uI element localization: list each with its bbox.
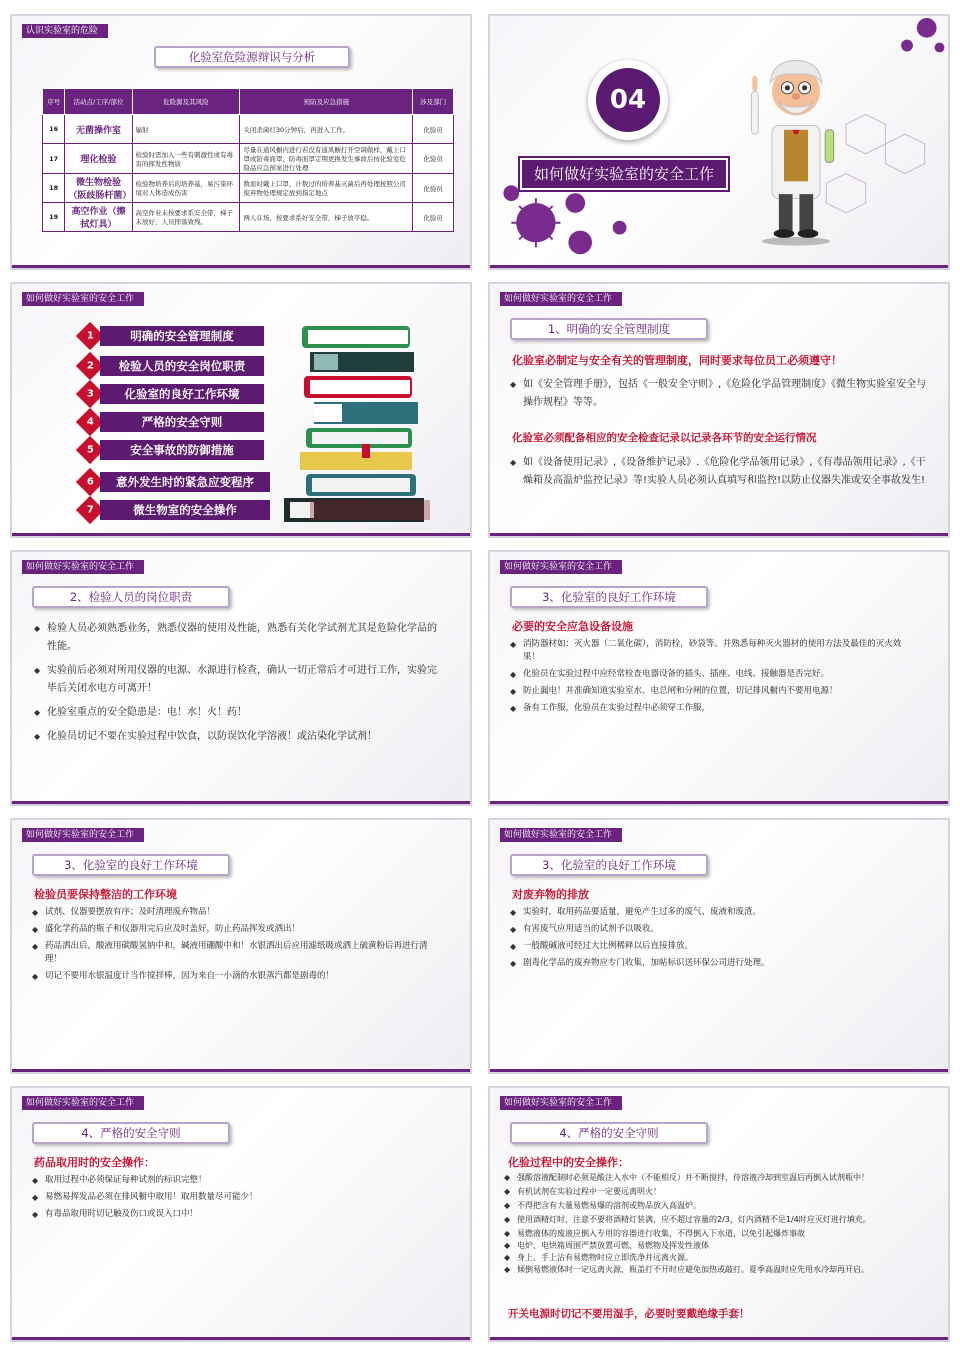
bullet-list xyxy=(510,376,930,412)
red-heading: 化验室必须配备相应的安全检查记录以记录各环节的安全运行情况 xyxy=(512,432,817,444)
table-cell: 化验员 xyxy=(413,174,454,203)
red-heading: 化验室必制定与安全有关的管理制度，同时要求每位员工必须遵守！ xyxy=(512,354,842,367)
slide-waste-disposal xyxy=(488,818,950,1074)
bullet-item: ◆ 不得把含有大量易燃易爆的溶剂或物品放入高温炉。 xyxy=(504,1200,944,1212)
table-header: 危险源及其风险 xyxy=(132,89,240,115)
bullet-item: ◆ 倾倒易燃液体时一定远离火源，瓶盖打不开时应避免加热或敲打。夏季高温时应先用水冷却再开启。 xyxy=(504,1264,944,1276)
slide-clean-environment xyxy=(10,818,472,1074)
bullet-item: ◆ 有毒品取用时切记触及伤口或误入口中！ xyxy=(32,1208,432,1221)
slide-job-duties xyxy=(10,550,472,806)
slide-header: 如何做好实验室的安全工作 xyxy=(22,1096,144,1110)
slide-title: 4、严格的安全守则 xyxy=(32,1122,230,1144)
slide-title: 化验室危险源辩识与分析 xyxy=(154,46,350,68)
table-row xyxy=(43,115,454,144)
table-header: 涉及部门 xyxy=(413,89,454,115)
virus-decoration xyxy=(490,16,948,268)
contents-item[interactable]: 安全事故的防御措施 xyxy=(100,440,264,460)
table-cell: 微生物检验（阪歧肠杆菌） xyxy=(65,174,132,203)
scientist-illustration xyxy=(736,32,856,262)
bullet-item: ◆ 备有工作服，化验员在实验过程中必须穿工作服， xyxy=(510,702,910,715)
table-cell: 化验员 xyxy=(413,203,454,232)
slide-header: 如何做好实验室的安全工作 xyxy=(500,828,622,842)
contents-item[interactable]: 检验人员的安全岗位职责 xyxy=(100,356,264,376)
contents-item[interactable]: 意外发生时的紧急应变程序 xyxy=(100,472,270,492)
red-footer: 开关电源时切记不要用湿手，必要时要戴绝缘手套！ xyxy=(508,1308,750,1320)
bullet-item: ◆ 电炉、电烘箱周围严禁放置可燃、易燃物及挥发性液体 xyxy=(504,1240,944,1252)
hazard-table xyxy=(42,88,454,232)
table-cell: 关闭杀菌灯30分钟后，再进入工作。 xyxy=(240,115,413,144)
red-heading: 药品取用时的安全操作： xyxy=(34,1156,155,1169)
bullet-item: ◆ 药品洒出后，酸液用碳酸氢钠中和，碱液用硼酸中和！水银洒出后应用滤纸吸或洒上硫黄粉后再进行清理！ xyxy=(32,940,432,966)
slide-header: 如何做好实验室的安全工作 xyxy=(22,560,144,574)
item-number-badge: 2 xyxy=(76,352,104,380)
slide-emergency-equipment xyxy=(488,550,950,806)
slide-header: 如何做好实验室的安全工作 xyxy=(500,292,622,306)
bullet-list xyxy=(32,1174,432,1221)
contents-item[interactable]: 化验室的良好工作环境 xyxy=(100,384,264,404)
bullet-item: ◆ 有机试剂在实验过程中一定要远离明火！ xyxy=(504,1186,944,1198)
bullet-item: ◆ 强酸溶液配制时必须是酸注入水中（不能相反）并不断搅拌，待溶液冷却到室温后再倒入试剂瓶中！ xyxy=(504,1172,944,1184)
slide-header: 如何做好实验室的安全工作 xyxy=(500,560,622,574)
item-number-badge: 6 xyxy=(76,468,104,496)
table-row xyxy=(43,174,454,203)
bullet-list xyxy=(510,638,910,715)
red-heading: 对废弃物的排放 xyxy=(512,888,589,901)
slide-title: 3、化验室的良好工作环境 xyxy=(510,854,708,876)
bullet-item: ◆ 身上、手上沾有易燃物时应立即洗净并远离火源。 xyxy=(504,1252,944,1264)
bullet-list xyxy=(32,906,432,983)
table-cell: 化验员 xyxy=(413,115,454,144)
table-cell: 高空作业（擦拭灯具） xyxy=(65,203,132,232)
bullet-item: ◆ 切记不要用水银温度计当作搅拌棒，因为来自一小滴的水银蒸汽都是剧毒的！ xyxy=(32,970,432,983)
slide-contents xyxy=(10,282,472,538)
bullet-item: ◆ 取用过程中必须保证每种试剂的标识完整！ xyxy=(32,1174,432,1187)
table-cell: 检验时需加入一些有刺激性或有毒害的挥发性物质 xyxy=(132,144,240,174)
red-heading: 化验过程中的安全操作： xyxy=(508,1156,629,1169)
slide-title: 4、严格的安全守则 xyxy=(510,1122,708,1144)
item-number-badge: 4 xyxy=(76,408,104,436)
table-cell: 高空作业未按要求系安全带，梯子未放好，人员摔落致残。 xyxy=(132,203,240,232)
bullet-item: ◆ 实验时，取用药品要适量，避免产生过多的废气、废液和废渣。 xyxy=(510,906,910,919)
bullet-item: ◆ 易燃易挥发品必须在排风橱中取用！取用数量尽可能少！ xyxy=(32,1191,432,1204)
item-number-badge: 7 xyxy=(76,496,104,524)
table-header: 预防及应急措施 xyxy=(240,89,413,115)
slide-title: 3、化验室的良好工作环境 xyxy=(32,854,230,876)
slide-management-system xyxy=(488,282,950,538)
item-number-badge: 3 xyxy=(76,380,104,408)
contents-item[interactable]: 严格的安全守则 xyxy=(100,412,264,432)
table-row xyxy=(43,144,454,174)
slide-header: 如何做好实验室的安全工作 xyxy=(22,828,144,842)
bullet-item: ◆ 化验员在实验过程中应经常检查电器设备的插头、插座、电线、接触器是否完好。 xyxy=(510,668,910,681)
table-cell: 尽量在通风橱内进行若没有通风橱打开空调做样，戴上口罩或防毒面罩，防毒面罩定期更换发生事故后按化验室危险品应急预案进行处理 xyxy=(240,144,413,174)
table-row xyxy=(43,203,454,232)
section-title: 如何做好实验室的安全工作 xyxy=(520,158,728,190)
slide-title: 2、检验人员的岗位职责 xyxy=(32,586,230,608)
table-cell: 辐射 xyxy=(132,115,240,144)
table-cell: 检验物培养后的培养基，易污染环境对人体造成伤害 xyxy=(132,174,240,203)
bullet-item: ◆ 如《设备使用记录》,《设备维护记录》.《危险化学品领用记录》,《有毒品领用记录》,《干燥箱及高温炉监控记录》等!实验人员必须认真填写和监控!以防止仪器失准或安全事故发生! xyxy=(510,454,930,490)
slide-reagent-handling xyxy=(10,1086,472,1342)
red-heading: 必要的安全应急设备设施 xyxy=(512,620,633,633)
slide-title: 1、明确的安全管理制度 xyxy=(510,318,708,340)
bullet-item: ◆ 如《安全管理手册》，包括《一般安全守则》,《危险化学品管理制度》《微生物实验室安全与操作规程》等等。 xyxy=(510,376,930,412)
slide-section-cover xyxy=(488,14,950,270)
bullet-item: ◆ 剧毒化学品的废弃物应专门收集，加帖标识送环保公司进行处理。 xyxy=(510,957,910,970)
slide-header: 认识实验室的危险 xyxy=(22,24,108,38)
bullet-item: ◆ 化验员切记不要在实验过程中饮食，以防误饮化学溶液！或沾染化学试剂！ xyxy=(34,728,444,746)
bullet-list xyxy=(34,620,444,746)
bullet-item: ◆ 试剂、仪器要摆放有序；及时清理废弃物品！ xyxy=(32,906,432,919)
bullet-item: ◆ 有害废气应用适当的试剂予以吸收。 xyxy=(510,923,910,936)
section-number-circle xyxy=(588,60,668,140)
item-number-badge: 5 xyxy=(76,436,104,464)
table-cell: 两人在场，按要求系好安全带，梯子放平稳。 xyxy=(240,203,413,232)
table-cell: 16 xyxy=(43,115,65,144)
bullet-item: ◆ 防止漏电！并准确知道实验室水、电总闸和分闸的位置，切记排风橱内不要用电源！ xyxy=(510,685,910,698)
slide-hazard-table xyxy=(10,14,472,270)
bullet-item: ◆ 检验人员必须熟悉业务，熟悉仪器的使用及性能，熟悉有关化学试剂尤其是危险化学品的性能。 xyxy=(34,620,444,656)
table-cell: 无菌操作室 xyxy=(65,115,132,144)
item-number-badge: 1 xyxy=(76,322,104,350)
bullet-list xyxy=(504,1172,944,1276)
bullet-item: ◆ 盛化学药品的瓶子和仪器用完后应及时盖好，防止药品挥发或洒出！ xyxy=(32,923,432,936)
section-number: 04 xyxy=(596,68,660,132)
contents-item[interactable]: 明确的安全管理制度 xyxy=(100,326,264,346)
table-cell: 18 xyxy=(43,174,65,203)
book-stack-illustration xyxy=(280,324,440,524)
table-cell: 理化检验 xyxy=(65,144,132,174)
bullet-item: ◆ 化验室重点的安全隐患是：电！水！火！药！ xyxy=(34,704,444,722)
table-cell: 化验员 xyxy=(413,144,454,174)
slide-header: 如何做好实验室的安全工作 xyxy=(500,1096,622,1110)
slide-title: 3、化验室的良好工作环境 xyxy=(510,586,708,608)
red-heading: 检验员要保持整洁的工作环境 xyxy=(34,888,177,901)
bullet-item: ◆ 一般酸碱液可经过大比例稀释以后直接排放。 xyxy=(510,940,910,953)
table-cell: 17 xyxy=(43,144,65,174)
bullet-item: ◆ 消防器材如：灭火器（二氧化碳），消防栓，砂袋等。并熟悉每种灭火器材的使用方法及最佳的灭火效果！ xyxy=(510,638,910,664)
table-header: 序号 xyxy=(43,89,65,115)
contents-item[interactable]: 微生物室的安全操作 xyxy=(100,500,270,520)
bullet-item: ◆ 使用酒精灯时，注意不要将酒精灯装满，应不超过容量的2/3，灯内酒精不足1/4时应灭灯进行填充。 xyxy=(504,1214,944,1226)
bullet-list xyxy=(510,906,910,970)
bullet-item: ◆ 实验前后必须对所用仪器的电源、水源进行检查，确认一切正常后才可进行工作，实验完毕后关闭水电方可离开！ xyxy=(34,662,444,698)
table-cell: 19 xyxy=(43,203,65,232)
slide-testing-safety xyxy=(488,1086,950,1342)
bullet-item: ◆ 易燃液体的废液应倒入专用的容器进行收集，不得倒入下水道，以免引起爆炸事故 xyxy=(504,1228,944,1240)
table-header: 活动点/工序/部位 xyxy=(65,89,132,115)
bullet-list xyxy=(510,454,930,490)
table-cell: 数皿时戴上口罩，计数过的培养基灭菌后再处理按照公司废弃物处理规定放到指定地点 xyxy=(240,174,413,203)
slide-header: 如何做好实验室的安全工作 xyxy=(22,292,144,306)
